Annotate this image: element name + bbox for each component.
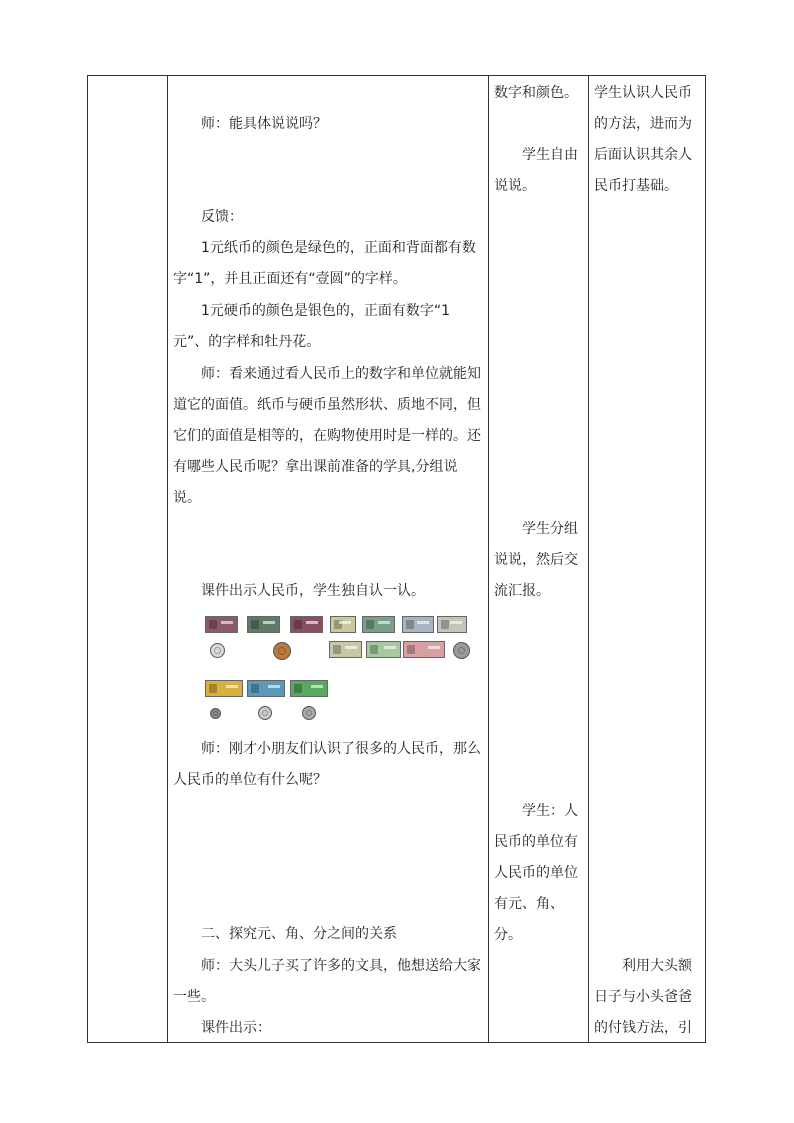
banknote-image [437,616,467,633]
teacher-summary: 师：看来通过看人民币上的数字和单位就能知道它的面值。纸币与硬币虽然形状、质地不同，但它们的面值是相等的，在购物使用时是一样的。还有哪些人民币呢？拿出课前准备的学具,分组说说。 [173,366,481,506]
section-two-heading: 二、探究元、角、分之间的关系 [201,926,397,942]
coin-image [302,706,316,720]
student-free-talk: 学生自由说说。 [494,147,578,194]
teacher-question-specific: 师：能具体说说吗？ [201,116,327,132]
feedback-coin: 1元硬币的颜色是银色的，正面有数字“1元”、的字样和牡丹花。 [173,303,451,350]
banknote-image [205,680,243,697]
banknote-image [247,616,280,633]
banknote-image [247,680,285,697]
column-divider-2 [488,75,489,1043]
banknote-image [205,616,238,633]
courseware-show-money: 课件出示人民币，学生独自认一认。 [201,583,425,599]
banknote-image [402,616,434,633]
teacher-units-question: 师：刚才小朋友们认识了很多的人民币，那么人民币的单位有什么呢？ [173,741,481,788]
feedback-paper-note: 1元纸币的颜色是绿色的，正面和背面都有数字“1”，并且正面还有“壹圆”的字样。 [173,240,476,287]
coin-image [210,708,221,719]
student-units-answer: 学生：人民币的单位有人民币的单位有元、角、分。 [494,803,578,943]
design-intent-1: 学生认识人民币的方法，进而为后面认识其余人民币打基础。 [594,85,692,194]
coin-image [453,642,470,659]
banknote-image [329,641,362,658]
column-divider-3 [588,75,589,1043]
banknote-image [403,641,445,658]
teacher-datou: 师：大头儿子买了许多的文具，他想送给大家一些。 [173,958,481,1005]
banknote-image [366,641,401,658]
banknote-image [330,616,356,633]
banknote-image [290,616,323,633]
feedback-label: 反馈： [201,209,243,225]
coin-image [210,643,225,658]
coin-image [273,642,291,660]
banknote-image [290,680,328,697]
column-divider-1 [167,75,168,1043]
design-intent-2: 利用大头额日子与小头爸爸的付钱方法，引 [594,958,692,1036]
student-group-talk: 学生分组说说，然后交流汇报。 [494,521,578,599]
courseware-show-2: 课件出示： [201,1020,271,1036]
banknote-image [362,616,395,633]
coin-image [258,706,272,720]
student-digits-colors: 数字和颜色。 [494,85,578,101]
